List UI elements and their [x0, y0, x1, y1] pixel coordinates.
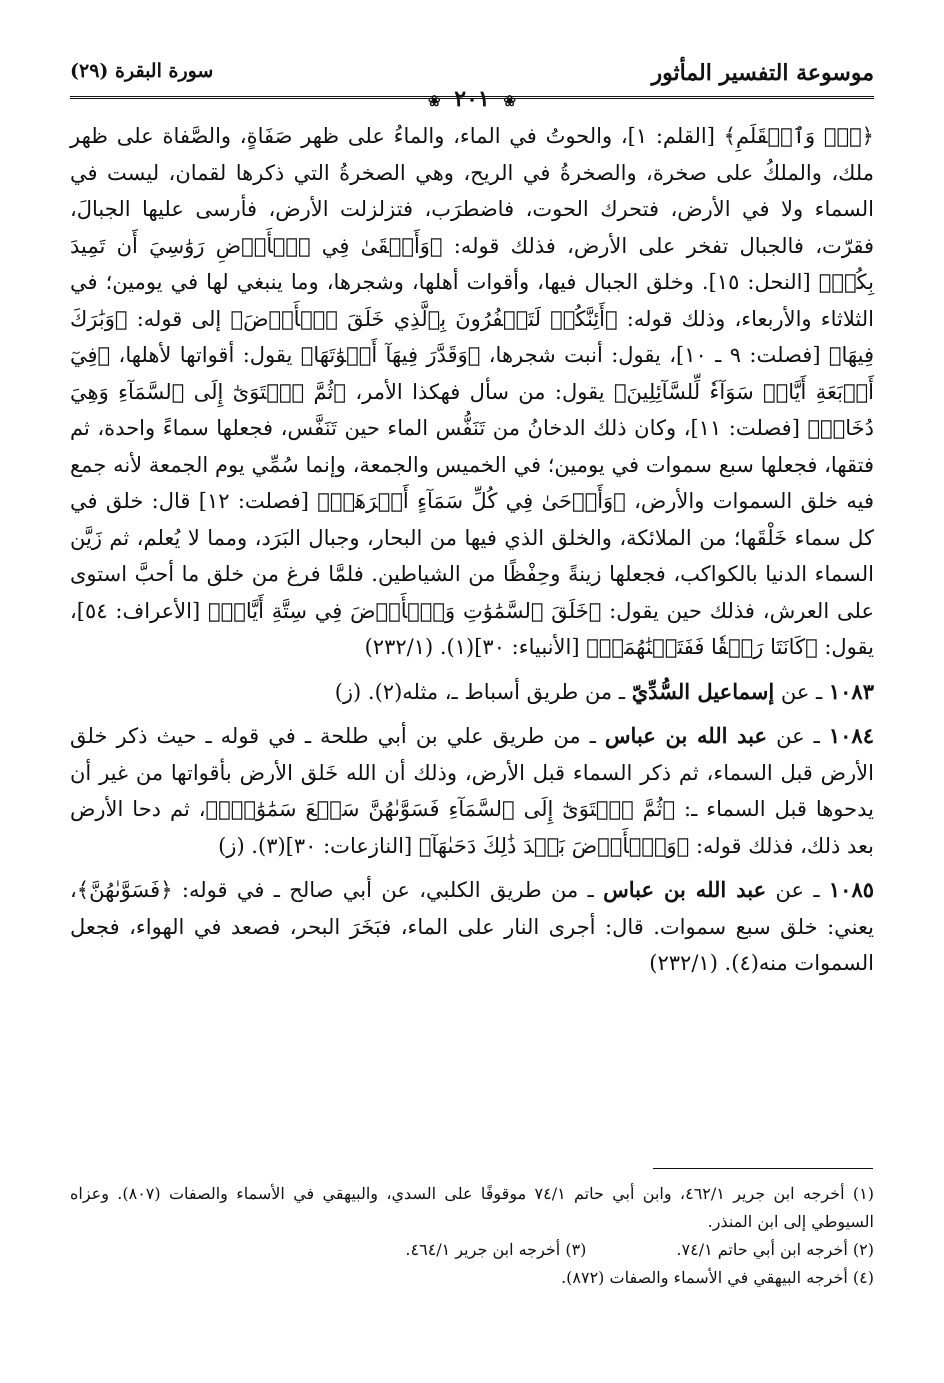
narration-number: ١٠٨٤ — [828, 723, 874, 748]
narration-text: ـ من طريق أسباط ـ، مثله(٢). (ز) — [334, 679, 632, 704]
narration-prefix: ـ عن — [767, 724, 829, 748]
narration-text: ـ من طريق علي بن أبي طلحة ـ في قوله ـ حيث ذكر خلق الأرض قبل السماء، ثم ذكر السماء قبل الأرض، وذلك أن الله خَلق الأرض بأقواتها من غير أن يدحوها قبل السماء ـ: ﴿ثُمَّ ٱسۡتَوَىٰٓ إِلَى ٱلسَّمَآءِ فَسَوَّىٰهُنَّ سَبۡعَ سَمَٰوَٰتٖۚ﴾، ثم دحا الأرض بعد ذلك، فذلك قوله: ﴿وَٱلۡأَرۡضَ بَعۡدَ ذَٰلِكَ دَحَىٰهَآ﴾ [النازعات: ٣٠](٣). (ز) — [70, 724, 874, 858]
narration-1083 — [70, 674, 874, 711]
footnote-4: (٤) أخرجه البيهقي في الأسماء والصفات (٨٧٢). — [561, 1268, 874, 1287]
narration-prefix: ـ عن — [766, 878, 829, 902]
narration-number: ١٠٨٣ — [828, 678, 874, 704]
paragraph-continuation: ﴿نٓۚ وَٱلۡقَلَمِ﴾ [القلم: ١]، والحوتُ في الماء، والماءُ على ظهر صَفَاةٍ، والصَّفاة على ظهر ملك، والملكُ على صخرة، والصخرةُ في الريح، وهي الصخرةُ التي ذكرها لقمان، ليست في السماء ولا في الأرض، فتحرك الحوت، فاضطرَب، فتزلزلت الأرض، فأرسى عليها الجبالَ، فقرّت، فالجبال تفخر على الأرض، فذلك قوله: ﴿وَأَلۡقَىٰ فِي ٱلۡأَرۡضِ رَوَٰسِيَ أَن تَمِيدَ بِكُمۡ﴾ [النحل: ١٥]. وخلق الجبال فيها، وأقوات أهلها، وشجرها، وما ينبغي لها في يومين؛ في الثلاثاء والأربعاء، وذلك قوله: ﴿أَئِنَّكُمۡ لَتَكۡفُرُونَ بِٱلَّذِي خَلَقَ ٱلۡأَرۡضَ﴾ إلى قوله: ﴿وَبَٰرَكَ فِيهَا﴾ [فصلت: ٩ ـ ١٠]، يقول: أنبت شجرها، ﴿وَقَدَّرَ فِيهَآ أَقۡوَٰتَهَا﴾ يقول: أقواتها لأهلها، ﴿فِيٓ أَرۡبَعَةِ أَيَّامٖ سَوَآءٗ لِّلسَّآئِلِينَ﴾ يقول: من سأل فهكذا الأمر، ﴿ثُمَّ ٱسۡتَوَىٰٓ إِلَى ٱلسَّمَآءِ وَهِيَ دُخَانٞ﴾ [فصلت: ١١]، وكان ذلك الدخانُ من تَنَفُّس الماء حين تَنَفَّس، فجعلها سماءً واحدة، ثم فتقها، فجعلها سبع سموات في يومين؛ في الخميس والجمعة، وإنما سُمِّي يوم الجمعة لأنه جمع فيه خلق السموات والأرض، ﴿وَأَوۡحَىٰ فِي كُلِّ سَمَآءٍ أَمۡرَهَاۚ﴾ [فصلت: ١٢] قال: خلق في كل سماء خَلْقَها؛ من الملائكة، والخلق الذي فيها من البحار، وجبال البَرَد، ومما لا يُعلم، ثم زَيَّن السماء الدنيا بالكواكب، فجعلها زينةً وحِفْظًا من الشياطين. فلمَّا فرغ من خلق ما أحبَّ استوى على العرش، فذلك حين يقول: ﴿خَلَقَ ٱلسَّمَٰوَٰتِ وَٱلۡأَرۡضَ فِي سِتَّةِ أَيَّامٖ﴾ [الأعراف: ٥٤]، يقول: ﴿كَانَتَا رَتۡقٗا فَفَتَقۡنَٰهُمَاۖ﴾ [الأنبياء: ٣٠](١). (٢٣٢/١) — [70, 124, 874, 659]
footnotes — [70, 1180, 874, 1292]
narrator-name: عبد الله بن عباس — [603, 877, 767, 902]
page-number-block — [422, 86, 522, 112]
narration-1084 — [70, 718, 874, 864]
narration-text: ـ من طريق الكلبي، عن أبي صالح ـ في قوله: ﴿فَسَوَّىٰهُنَّ﴾، يعني: خلق سبع سموات. قال: أجرى النار على الماء، فبَخَرَ البحر، فصعد في الهواء، فجعل السموات منه(٤). (٢٣٢/١) — [70, 878, 874, 975]
narration-prefix: ـ عن — [774, 679, 829, 704]
narrator-name: عبد الله بن عباس — [604, 723, 768, 748]
ornament-icon: ❀ — [503, 92, 516, 110]
ornament-icon: ❀ — [428, 92, 441, 110]
footnote-1: (١) أخرجه ابن جرير ٤٦٢/١، وابن أبي حاتم ٧٤/١ موقوفًا على السدي، والبيهقي في الأسماء والصفات (٨٠٧). وعزاه السيوطي إلى ابن المنذر. — [70, 1184, 875, 1231]
surah-label: سورة البقرة (٢٩) — [70, 60, 214, 82]
footnote-row — [70, 1236, 874, 1264]
page-number: ٢٠١ — [454, 86, 490, 112]
footnote-rule — [653, 1168, 873, 1169]
narrator-name: إسماعيل السُّدِّيّ — [631, 678, 775, 704]
footnote-3: (٣) أخرجه ابن جرير ٤٦٤/١. — [405, 1240, 587, 1259]
footnote-2: (٢) أخرجه ابن أبي حاتم ٧٤/١. — [676, 1240, 874, 1259]
book-title: موسوعة التفسير المأثور — [651, 60, 874, 86]
page-header — [70, 60, 874, 112]
narration-number: ١٠٨٥ — [828, 877, 875, 902]
header-rule — [70, 96, 874, 99]
main-text — [70, 118, 874, 982]
narration-1085 — [70, 872, 874, 982]
